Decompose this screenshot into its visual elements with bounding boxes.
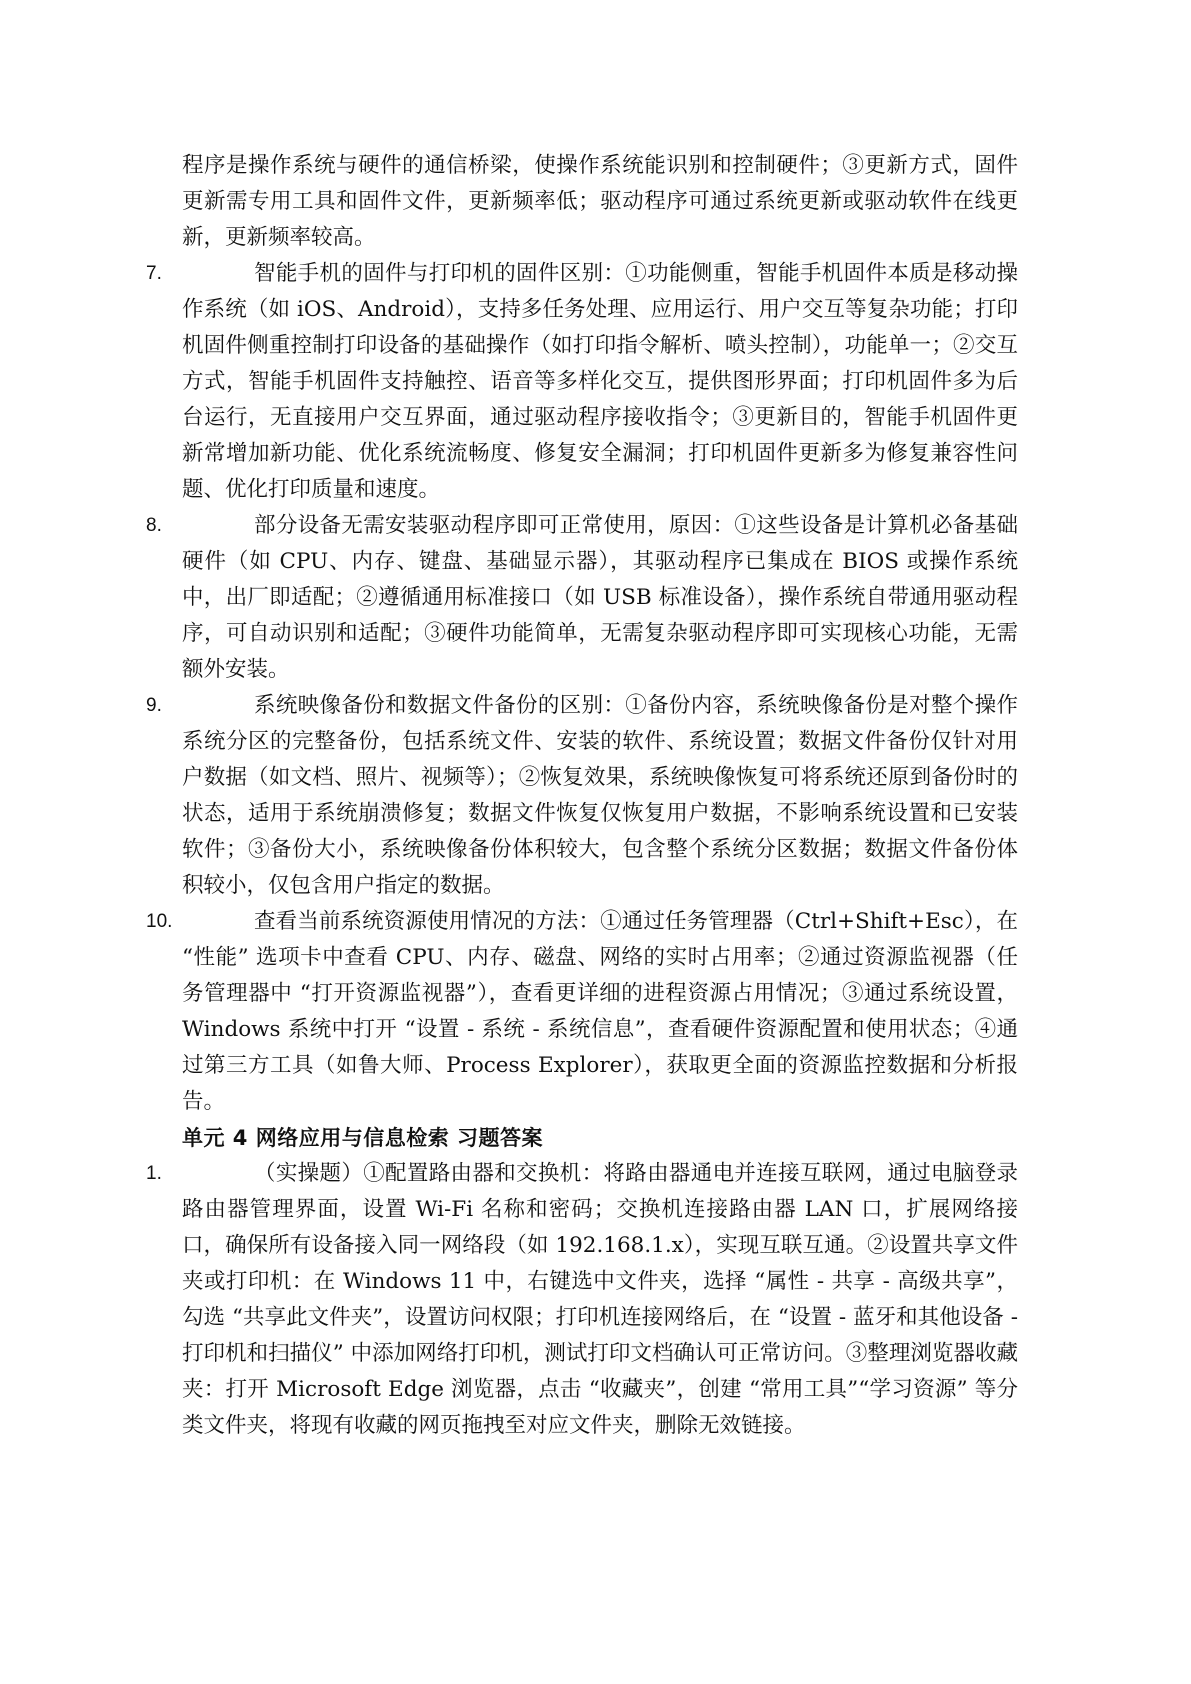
item-text: 查看当前系统资源使用情况的方法：①通过任务管理器（Ctrl+Shift+Esc），在 “性能” 选项卡中查看 CPU、内存、磁盘、网络的实时占用率；②通过资源监视器（任务管理器中 “打开资源监视器”），查看更详细的进程资源占用情况；③通过系统设置，Windows 系统中打开 “设置 - 系统 - 系统信息”，查看硬件资源配置和使用状态；④通过第三方工具（如鲁大师、Process Explorer），获取更全面的资源监控数据和分析报告。 bbox=[182, 909, 1018, 1114]
item-number: 1. bbox=[146, 1163, 162, 1184]
document-body bbox=[146, 148, 1018, 1444]
item-text: （实操题）①配置路由器和交换机：将路由器通电并连接互联网，通过电脑登录路由器管理界面，设置 Wi-Fi 名称和密码；交换机连接路由器 LAN 口，扩展网络接口，确保所有设备接入同一网络段（如 192.168.1.x），实现互联互通。②设置共享文件夹或打印机：在 Windows 11 中，右键选中文件夹，选择 “属性 - 共享 - 高级共享”，勾选 “共享此文件夹”，设置访问权限；打印机连接网络后，在 “设置 - 蓝牙和其他设备 - 打印机和扫描仪” 中添加网络打印机，测试打印文档确认可正常访问。③整理浏览器收藏夹：打开 Microsoft Edge 浏览器，点击 “收藏夹”，创建 “常用工具”“学习资源” 等分类文件夹，将现有收藏的网页拖拽至对应文件夹，删除无效链接。 bbox=[182, 1161, 1018, 1438]
item-text: 系统映像备份和数据文件备份的区别：①备份内容，系统映像备份是对整个操作系统分区的完整备份，包括系统文件、安装的软件、系统设置；数据文件备份仅针对用户数据（如文档、照片、视频等）；②恢复效果，系统映像恢复可将系统还原到备份时的状态，适用于系统崩溃修复；数据文件恢复仅恢复用户数据，不影响系统设置和已安装软件；③备份大小，系统映像备份体积较大，包含整个系统分区数据；数据文件备份体积较小，仅包含用户指定的数据。 bbox=[182, 693, 1018, 898]
list-item-7 bbox=[146, 256, 1018, 508]
item-number: 9. bbox=[146, 695, 162, 716]
list-item-1 bbox=[146, 1156, 1018, 1444]
item-number: 10. bbox=[146, 911, 173, 932]
list-item-9 bbox=[146, 688, 1018, 904]
item-text: 部分设备无需安装驱动程序即可正常使用，原因：①这些设备是计算机必备基础硬件（如 CPU、内存、键盘、基础显示器），其驱动程序已集成在 BIOS 或操作系统中，出厂即适配；②遵循通用标准接口（如 USB 标准设备），操作系统自带通用驱动程序，可自动识别和适配；③硬件功能简单，无需复杂驱动程序即可实现核心功能，无需额外安装。 bbox=[182, 513, 1018, 682]
list-item-8 bbox=[146, 508, 1018, 688]
item-number: 7. bbox=[146, 263, 162, 284]
section-heading: 单元 4 网络应用与信息检索 习题答案 bbox=[182, 1126, 544, 1150]
item-text: 智能手机的固件与打印机的固件区别：①功能侧重，智能手机固件本质是移动操作系统（如 iOS、Android），支持多任务处理、应用运行、用户交互等复杂功能；打印机固件侧重控制打印设备的基础操作（如打印指令解析、喷头控制），功能单一；②交互方式，智能手机固件支持触控、语音等多样化交互，提供图形界面；打印机固件多为后台运行，无直接用户交互界面，通过驱动程序接收指令；③更新目的，智能手机固件更新常增加新功能、优化系统流畅度、修复安全漏洞；打印机固件更新多为修复兼容性问题、优化打印质量和速度。 bbox=[182, 261, 1018, 502]
list-item-10 bbox=[146, 904, 1018, 1120]
paragraph-text: 程序是操作系统与硬件的通信桥梁，使操作系统能识别和控制硬件；③更新方式，固件更新需专用工具和固件文件，更新频率低；驱动程序可通过系统更新或驱动软件在线更新，更新频率较高。 bbox=[182, 153, 1018, 250]
continuation-paragraph bbox=[146, 148, 1018, 256]
item-number: 8. bbox=[146, 515, 162, 536]
